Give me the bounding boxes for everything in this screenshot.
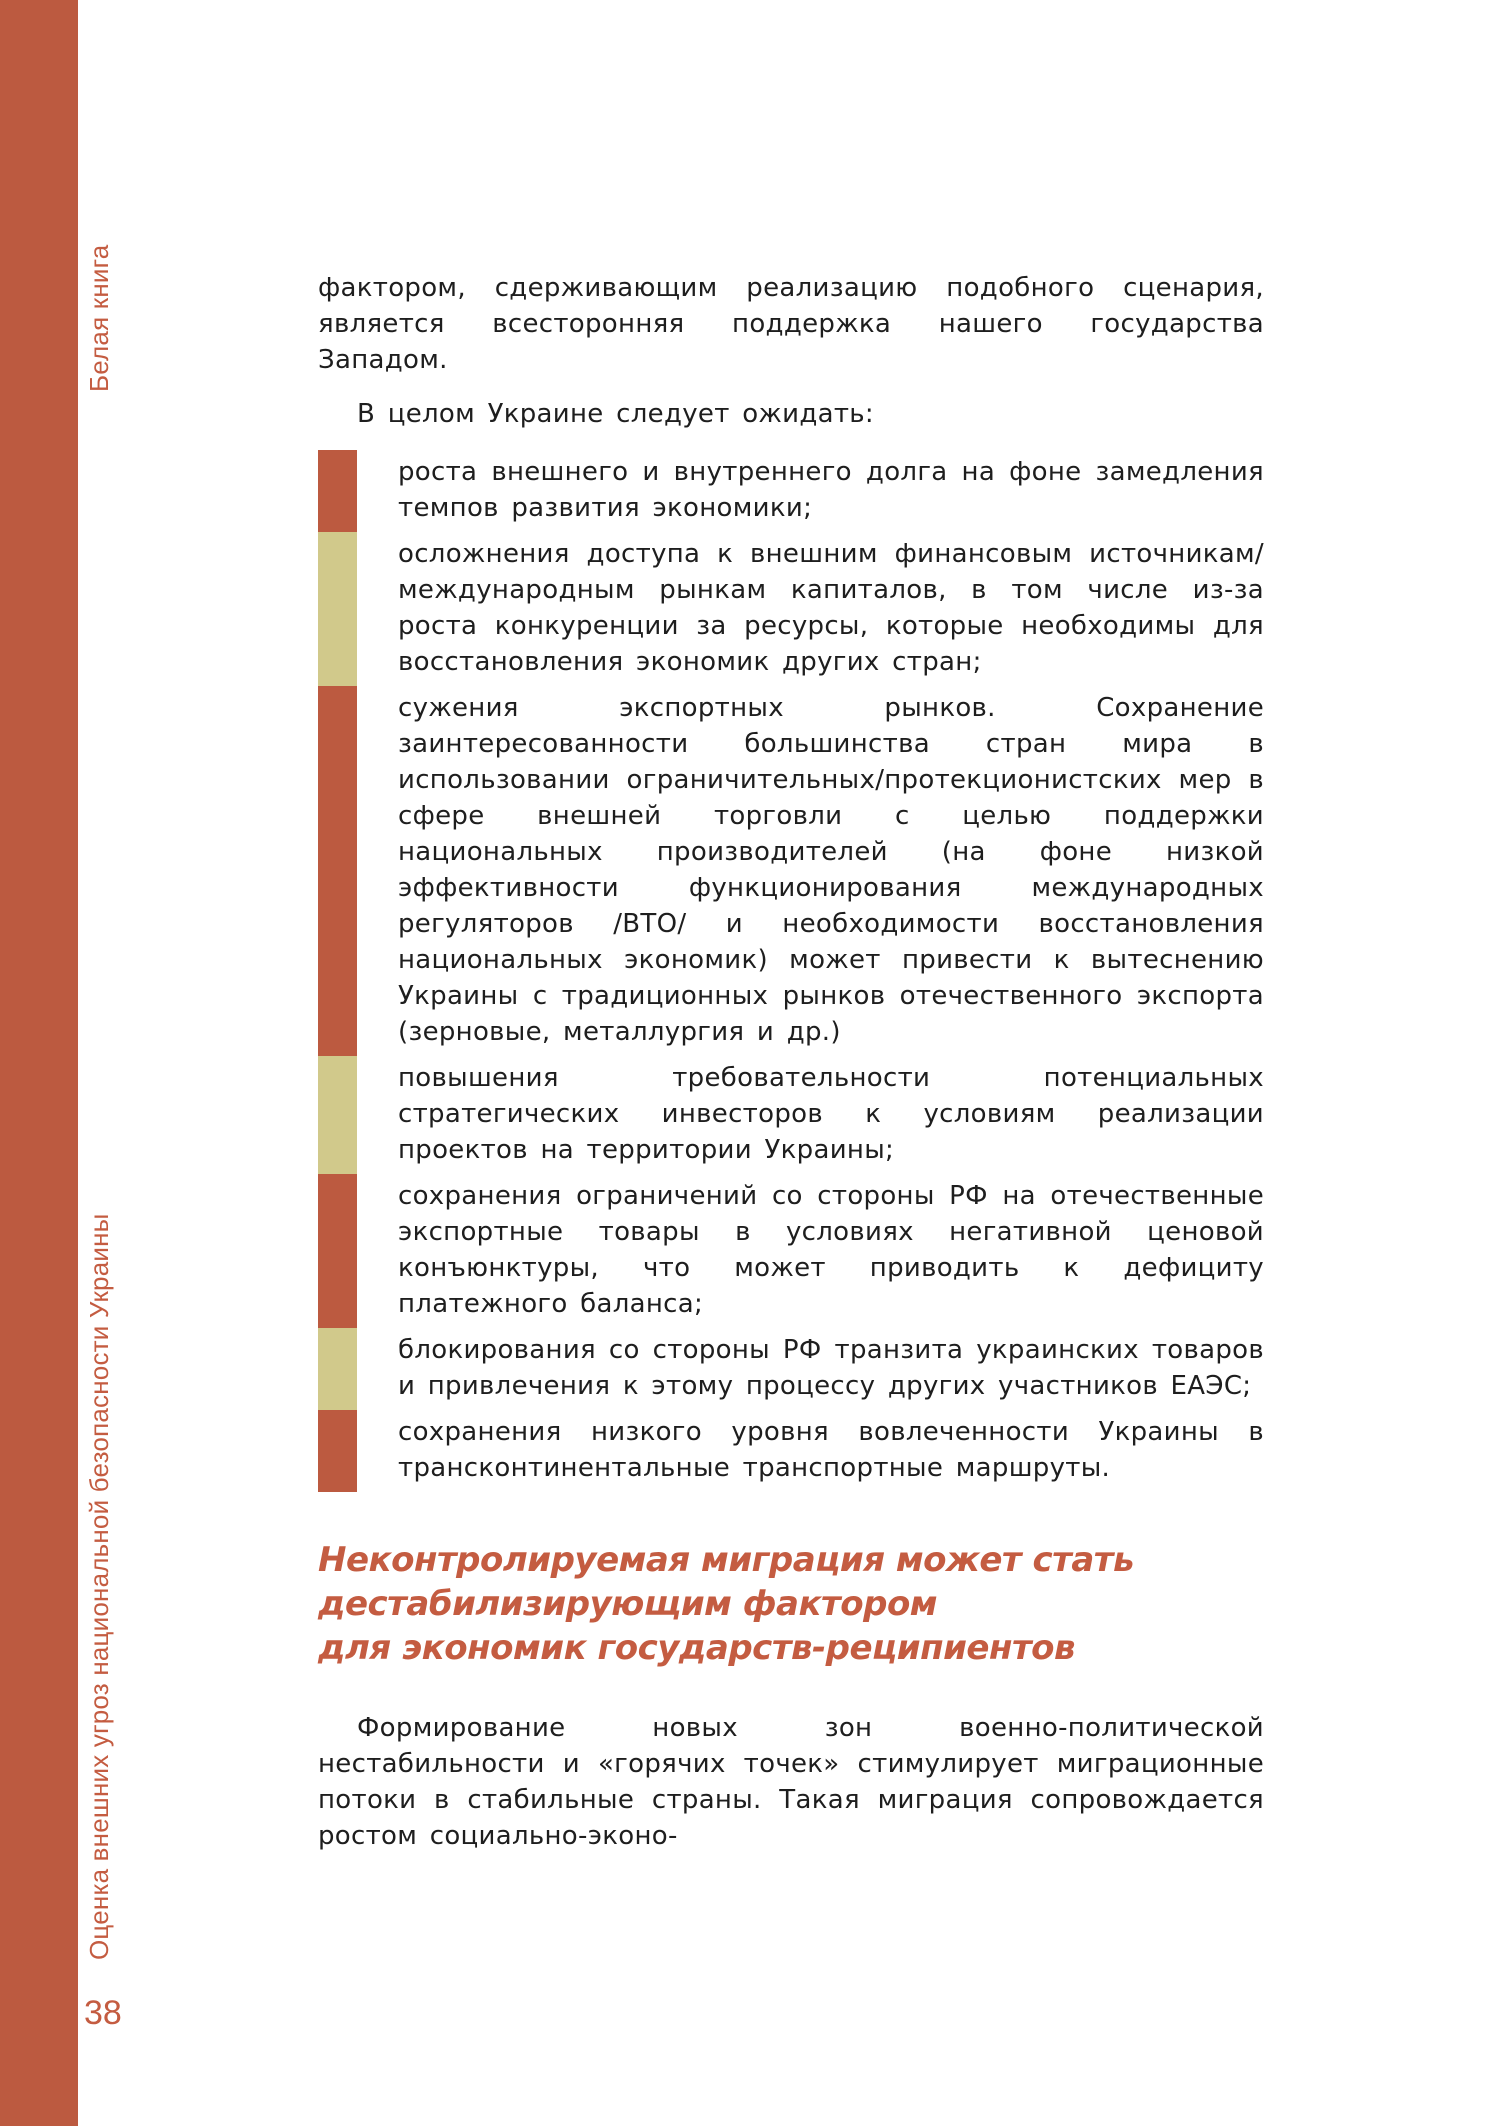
section-heading [318,1538,1264,1670]
list-item [318,1174,1264,1328]
sidebar-band [0,0,78,2126]
expectations-list [318,450,1264,1492]
list-lead-in: В целом Украине следует ожидать: [357,399,874,429]
list-marker [318,1174,357,1328]
series-title: Белая книга [84,244,114,392]
list-item [318,1410,1264,1492]
list-item [318,532,1264,686]
intro-paragraph: фактором, сдерживающим реализацию подобного сценария, является всесторонняя поддержка нашего государства Западом. [318,273,1264,375]
section-heading-line: для экономик государств-реципиентов [318,1628,1076,1668]
document-title: Оценка внешних угроз национальной безопасности Украины [84,1213,114,1960]
list-marker [318,1328,357,1410]
list-item-text: сужения экспортных рынков. Сохранение заинтересованности большинства стран мира в использовании ограничительных/протекционистских мер в сфере внешней торговли с целью поддержки национальных производителей (на фоне низкой эффективности функционирования международных регуляторов /ВТО/ и необходимости восстановления национальных экономик) может привести к вытеснению Украины с традиционных рынков отечественного экспорта (зерновые, металлургия и др.) [398,693,1264,1047]
sidebar-divider [78,0,81,2126]
list-item-text: роста внешнего и внутреннего долга на фоне замедления темпов развития экономики; [398,457,1264,523]
section-heading-line: Неконтролируемая миграция может стать [318,1540,1134,1580]
list-item [318,1328,1264,1410]
list-marker [318,1056,357,1174]
list-item [318,450,1264,532]
page-number: 38 [84,1994,122,2032]
list-marker [318,532,357,686]
section-heading-line: дестабилизирующим фактором [318,1584,938,1624]
list-item-text: блокирования со стороны РФ транзита украинских товаров и привлечения к этому процессу других участников ЕАЭС; [398,1335,1264,1401]
list-item [318,686,1264,1056]
list-item-text: сохранения ограничений со стороны РФ на отечественные экспортные товары в условиях негативной ценовой конъюнктуры, что может приводить к дефициту платежного баланса; [398,1181,1264,1319]
list-marker [318,450,357,532]
list-marker [318,686,357,1056]
page-content [318,270,1264,1854]
list-item [318,1056,1264,1174]
list-item-text: осложнения доступа к внешним финансовым источникам/международным рынкам капиталов, в том числе из-за роста конкуренции за ресурсы, которые необходимы для восстановления экономик других стран; [398,539,1264,677]
list-marker [318,1410,357,1492]
list-item-text: сохранения низкого уровня вовлеченности Украины в трансконтинентальные транспортные маршруты. [398,1417,1264,1483]
list-item-text: повышения требовательности потенциальных стратегических инвесторов к условиям реализации проектов на территории Украины; [398,1063,1264,1165]
closing-paragraph: Формирование новых зон военно-политической нестабильности и «горячих точек» стимулирует миграционные потоки в стабильные страны. Такая миграция сопровождается ростом социально-эконо- [318,1713,1264,1851]
